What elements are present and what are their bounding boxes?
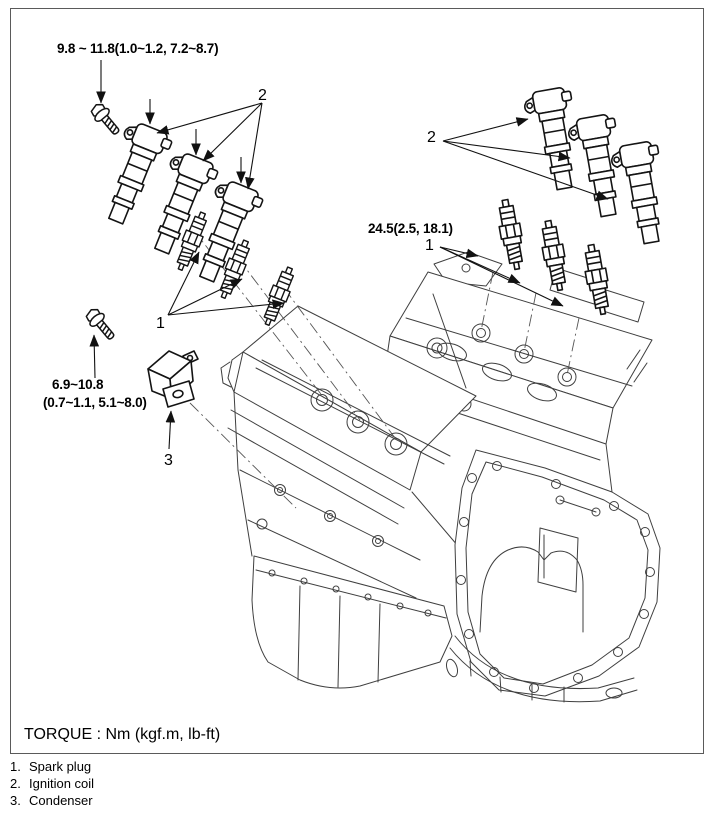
engine-block-drawing [221,252,660,702]
legend-item-condenser [10,793,93,808]
spark-plug-right-1 [495,198,528,271]
condenser-bolt-torque-label-line1: 6.9~10.8 [52,377,104,392]
condenser-mounting-bolt [83,306,119,344]
callout-condenser: 3 [164,452,173,469]
legend-item-spark-plug [10,759,91,774]
ignition-coil-left-1 [93,119,175,230]
condenser-drawing [148,351,198,407]
spark-plug-right-2 [538,219,571,292]
ignition-coil-left-2 [139,149,221,260]
legend-number: 1. [10,759,21,774]
legend-label: Condenser [29,793,93,808]
legend-item-ignition-coil [10,776,94,791]
legend-number: 2. [10,776,21,791]
coil-bolt-torque-label: 9.8 ~ 11.8(1.0~1.2, 7.2~8.7) [57,41,219,56]
callout-left-spark-plugs: 1 [156,315,165,332]
spark-plug-right-3 [581,243,614,316]
coil-mounting-bolt [88,101,124,139]
callout-left-ignition-coils: 2 [258,87,267,104]
ignition-coil-right-2 [567,113,631,220]
condenser-bolt-torque-label-line2: (0.7~1.1, 5.1~8.0) [43,395,147,410]
legend-number: 3. [10,793,21,808]
legend-label: Spark plug [29,759,92,774]
torque-units-note: TORQUE : Nm (kgf.m, lb-ft) [24,726,221,743]
legend-label: Ignition coil [29,776,95,791]
callout-right-spark-plugs: 1 [425,237,434,254]
ignition-coil-right-3 [610,140,674,247]
spark-plug-torque-label: 24.5(2.5, 18.1) [368,221,453,236]
callout-right-ignition-coils: 2 [427,129,436,146]
